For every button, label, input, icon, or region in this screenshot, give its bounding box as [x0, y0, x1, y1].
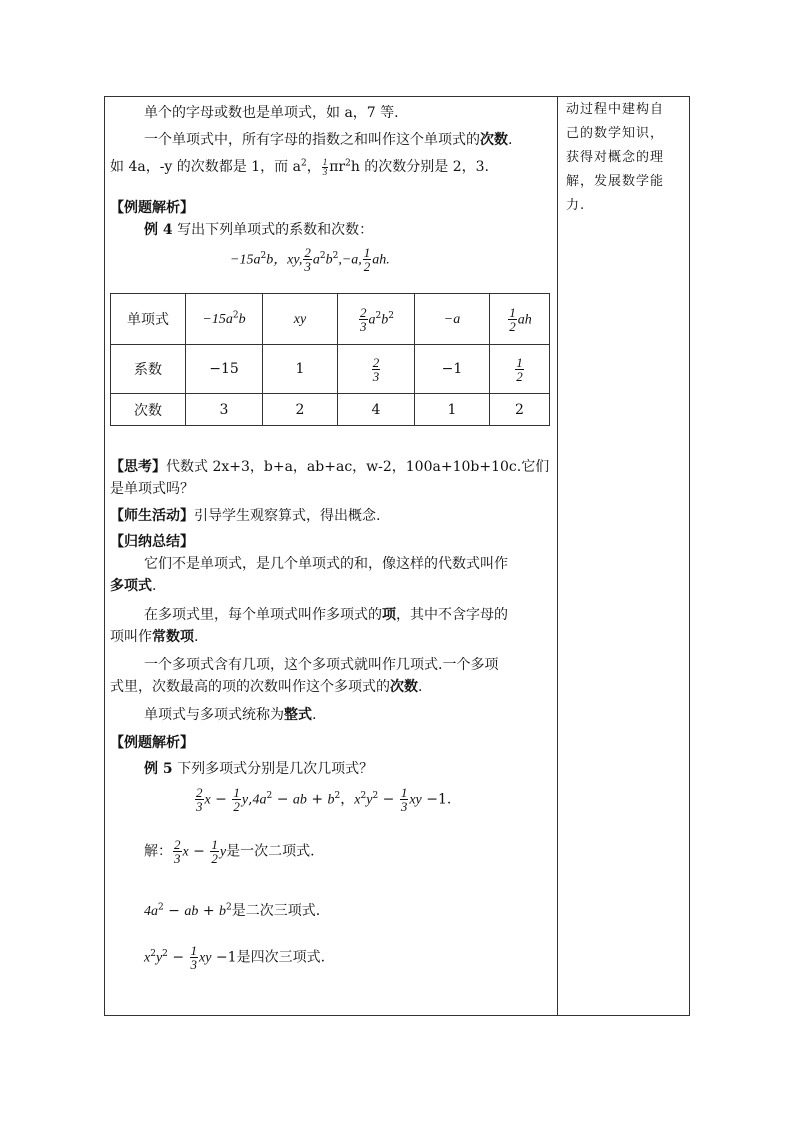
side-note-line: 获得对概念的理	[566, 150, 665, 165]
column-divider	[557, 96, 558, 1016]
section-heading: 【例题解析】	[110, 200, 194, 216]
fraction: $\frac{1}{2}$	[363, 245, 371, 274]
table-cell: 4	[338, 394, 415, 426]
table-cell: $\frac{1}{2}$	[490, 345, 550, 394]
summary-p1: 它们不是单项式，是几个单项式的和，像这样的代数式叫作	[144, 556, 508, 572]
table-header-cell: $\frac{2}{3}$ $a^2b^2$	[338, 294, 415, 345]
side-note-line: 动过程中建构自	[566, 102, 665, 117]
table-cell: −15	[186, 345, 263, 394]
table-cell: 系数	[111, 345, 186, 394]
table-cell: 2	[263, 394, 338, 426]
fraction: $\frac{1}{3}$	[322, 156, 328, 177]
side-note-line: 己的数学知识，	[566, 126, 665, 141]
table-cell: −1	[415, 345, 490, 394]
table-row	[111, 394, 550, 426]
degree-definition: 一个单项式中，所有字母的指数之和叫作这个单项式的次数.	[144, 132, 513, 148]
think-section: 【思考】代数式 2x+3，b+a，ab+ac，w-2，100a+10b+10c.它们	[110, 459, 550, 475]
monomial-table	[110, 293, 550, 426]
side-note-line: 解，发展数学能	[566, 174, 665, 189]
table-header-cell: $\frac{1}{2}$ ah	[490, 294, 550, 345]
table-row	[111, 345, 550, 394]
example4-expression: $-15a^2b$，xy, $\frac{2}{3}$ $a^2b^2,-a$, $\frac{1}{2}$ ah.	[230, 245, 390, 274]
example5-title: 例 5 下列多项式分别是几次几项式？	[144, 761, 374, 777]
summary-p4: 单项式与多项式统称为整式.	[144, 707, 317, 723]
summary-p2: 在多项式里，每个单项式叫作多项式的项，其中不含字母的	[144, 607, 508, 623]
summary-heading: 【归纳总结】	[110, 534, 194, 550]
think-section-cont: 是单项式吗？	[110, 481, 194, 497]
table-cell: 1	[263, 345, 338, 394]
solution-2: $4a^2$ − ab + $b^2$是二次三项式.	[144, 902, 321, 919]
summary-p3: 一个多项式含有几项，这个多项式就叫作几项式.一个多项	[144, 657, 499, 673]
degree-example: 如 4a，-y 的次数都是 1，而 $a^2$， $\frac{1}{3}$ $\pi r^2h$ 的次数分别是 2，3.	[110, 156, 490, 177]
section-heading: 【例题解析】	[110, 735, 194, 751]
summary-p1-cont: 多项式.	[110, 578, 157, 594]
summary-p2-cont: 项叫作常数项.	[110, 629, 199, 645]
solution-1: 解： $\frac{2}{3}$ x − $\frac{1}{2}$ y是一次二项式.	[144, 837, 315, 866]
side-note-line: 力.	[566, 198, 586, 213]
table-cell: 3	[186, 394, 263, 426]
summary-p3-cont: 式里，次数最高的项的次数叫作这个多项式的次数.	[110, 679, 423, 695]
example4-title: 例 4 写出下列单项式的系数和次数：	[144, 222, 374, 238]
table-cell: 次数	[111, 394, 186, 426]
table-header-cell: xy	[263, 294, 338, 345]
activity-section: 【师生活动】引导学生观察算式，得出概念.	[110, 508, 381, 524]
table-row	[111, 294, 550, 345]
table-cell: 1	[415, 394, 490, 426]
table-header-cell: −a	[415, 294, 490, 345]
main-column	[110, 96, 554, 1016]
table-header-cell: 单项式	[111, 294, 186, 345]
solution-3: $x^2y^2$ − $\frac{1}{3}$ xy −1是四次三项式.	[144, 943, 326, 972]
fraction: $\frac{2}{3}$	[304, 245, 311, 274]
side-note-column	[566, 98, 684, 218]
table-cell: 2	[490, 394, 550, 426]
table-cell: $\frac{2}{3}$	[338, 345, 415, 394]
text-line: 单个的字母或数也是单项式，如 a，7 等.	[144, 105, 399, 121]
example5-expression: $\frac{2}{3}$ x − $\frac{1}{2}$ $y,4a^2$ − ab + $b^2$，$x^2y^2$ − $\frac{1}{3}$ xy −1.	[196, 785, 452, 814]
table-header-cell: $-15a^2b$	[186, 294, 263, 345]
